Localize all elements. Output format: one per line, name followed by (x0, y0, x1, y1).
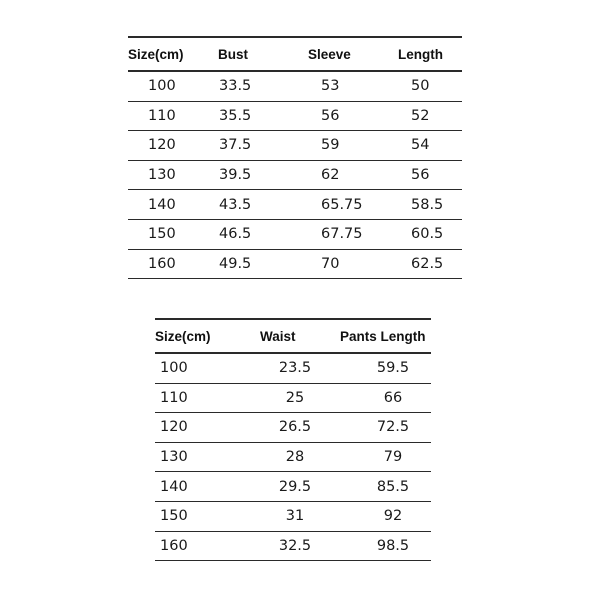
cell-bust: 49.5 (208, 249, 288, 279)
table-row (128, 71, 462, 101)
cell-size: 130 (155, 442, 233, 472)
header-pants-length: Pants Length (327, 319, 431, 353)
table-row (155, 531, 431, 561)
cell-pants-length: 72.5 (327, 413, 431, 443)
header-waist: Waist (233, 319, 327, 353)
cell-sleeve: 70 (288, 249, 384, 279)
header-size: Size(cm) (155, 319, 233, 353)
cell-pants-length: 66 (327, 383, 431, 413)
table-row (128, 131, 462, 161)
table-header-row (128, 37, 462, 71)
cell-size: 150 (128, 219, 208, 249)
cell-sleeve: 56 (288, 101, 384, 131)
cell-waist: 28 (233, 442, 327, 472)
cell-length: 52 (384, 101, 462, 131)
header-bust: Bust (208, 37, 288, 71)
cell-bust: 33.5 (208, 71, 288, 101)
table-header-row (155, 319, 431, 353)
table-row (155, 501, 431, 531)
cell-size: 160 (128, 249, 208, 279)
bottom-size-table (155, 318, 431, 561)
cell-waist: 23.5 (233, 353, 327, 383)
cell-size: 100 (155, 353, 233, 383)
cell-sleeve: 62 (288, 160, 384, 190)
cell-size: 110 (155, 383, 233, 413)
cell-bust: 46.5 (208, 219, 288, 249)
cell-pants-length: 85.5 (327, 472, 431, 502)
cell-waist: 26.5 (233, 413, 327, 443)
header-size: Size(cm) (128, 37, 208, 71)
table-row (128, 249, 462, 279)
table-row (155, 383, 431, 413)
table-row (155, 413, 431, 443)
cell-waist: 31 (233, 501, 327, 531)
cell-bust: 39.5 (208, 160, 288, 190)
cell-length: 50 (384, 71, 462, 101)
cell-length: 56 (384, 160, 462, 190)
cell-sleeve: 65.75 (288, 190, 384, 220)
cell-bust: 37.5 (208, 131, 288, 161)
cell-size: 150 (155, 501, 233, 531)
cell-pants-length: 59.5 (327, 353, 431, 383)
header-length: Length (384, 37, 462, 71)
cell-size: 120 (155, 413, 233, 443)
cell-size: 160 (155, 531, 233, 561)
table-row (128, 160, 462, 190)
cell-pants-length: 79 (327, 442, 431, 472)
cell-length: 62.5 (384, 249, 462, 279)
header-sleeve: Sleeve (288, 37, 384, 71)
table-row (128, 101, 462, 131)
cell-size: 130 (128, 160, 208, 190)
table-row (128, 190, 462, 220)
cell-sleeve: 53 (288, 71, 384, 101)
cell-bust: 43.5 (208, 190, 288, 220)
cell-size: 120 (128, 131, 208, 161)
cell-waist: 25 (233, 383, 327, 413)
cell-sleeve: 59 (288, 131, 384, 161)
cell-size: 100 (128, 71, 208, 101)
table-row (128, 219, 462, 249)
cell-pants-length: 98.5 (327, 531, 431, 561)
cell-waist: 29.5 (233, 472, 327, 502)
table-row (155, 442, 431, 472)
cell-length: 60.5 (384, 219, 462, 249)
cell-pants-length: 92 (327, 501, 431, 531)
cell-size: 140 (128, 190, 208, 220)
cell-size: 140 (155, 472, 233, 502)
cell-length: 54 (384, 131, 462, 161)
cell-size: 110 (128, 101, 208, 131)
top-size-table (128, 36, 462, 279)
table-row (155, 472, 431, 502)
cell-waist: 32.5 (233, 531, 327, 561)
cell-length: 58.5 (384, 190, 462, 220)
table-row (155, 353, 431, 383)
cell-bust: 35.5 (208, 101, 288, 131)
cell-sleeve: 67.75 (288, 219, 384, 249)
